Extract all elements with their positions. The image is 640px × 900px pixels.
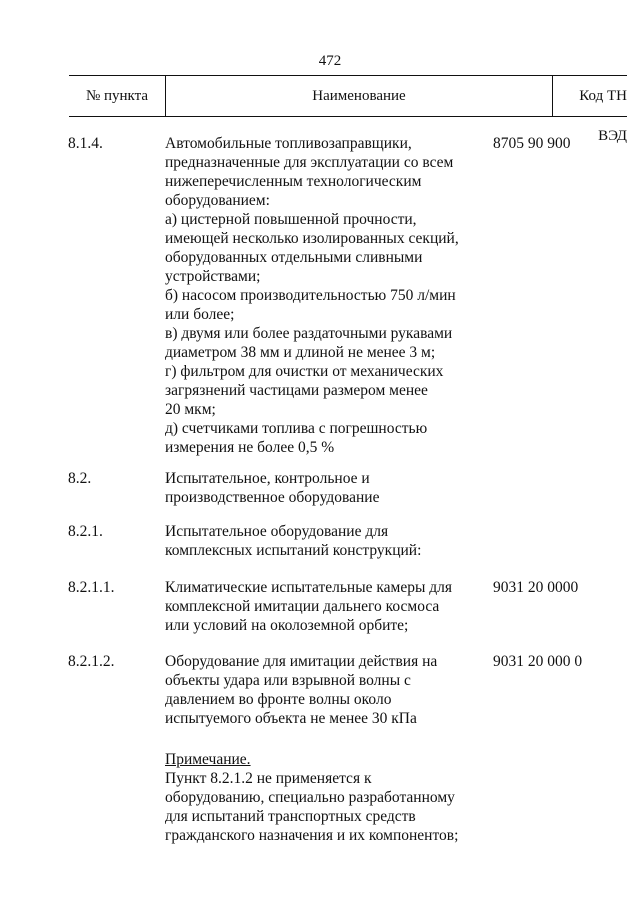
item-name-line: комплексных испытаний конструкций:: [165, 542, 422, 559]
page-number: 472: [318, 53, 342, 69]
header-name: Наименование: [166, 76, 553, 116]
item-name-line: производственное оборудование: [165, 489, 380, 506]
item-name-line: или условий на околоземной орбите;: [165, 617, 409, 634]
item-number: 8.2.1.1.: [68, 579, 115, 596]
item-name: [165, 578, 490, 635]
note-line: оборудованию, специально разработанному: [165, 789, 455, 806]
header-code: Код ТН ВЭД: [579, 88, 627, 144]
item-name-line: предназначенные для эксплуатации со всем: [165, 154, 454, 171]
item-name: [165, 134, 490, 457]
item-name-line: имеющей несколько изолированных секций,: [165, 230, 459, 247]
item-name-line: или более;: [165, 306, 235, 323]
item-name-line: объекты удара или взрывной волны с: [165, 672, 411, 689]
item-name-line: загрязнений частицами размером менее: [165, 382, 428, 399]
note-title: Примечание.: [165, 751, 251, 768]
item-name: [165, 522, 490, 560]
item-name-line: Автомобильные топливозаправщики,: [165, 135, 412, 152]
note-line: для испытаний транспортных средств: [165, 808, 416, 825]
item-name: [165, 652, 490, 845]
item-name-line: Климатические испытательные камеры для: [165, 579, 453, 596]
item-name-line: диаметром 38 мм и длиной не менее 3 м;: [165, 344, 436, 361]
item-name-line: а) цистерной повышенной прочности,: [165, 211, 417, 228]
item-name-line: Испытательное, контрольное и: [165, 470, 370, 487]
note-line: гражданского назначения и их компонентов;: [165, 827, 459, 844]
item-name-line: д) счетчиками топлива с погрешностью: [165, 420, 428, 437]
item-name-line: нижеперечисленным технологическим: [165, 173, 422, 190]
item-name-line: оборудованных отдельными сливными: [165, 249, 423, 266]
item-name-line: г) фильтром для очистки от механических: [165, 363, 444, 380]
item-name-line: Оборудование для имитации действия на: [165, 653, 438, 670]
item-name-line: в) двумя или более раздаточными рукавами: [165, 325, 453, 342]
item-name-line: б) насосом производительностью 750 л/мин: [165, 287, 456, 304]
item-name-line: 20 мкм;: [165, 401, 216, 418]
spacer: [165, 728, 490, 750]
item-name-line: измерения не более 0,5 %: [165, 439, 335, 456]
item-name-line: испытуемого объекта не менее 30 кПа: [165, 710, 417, 727]
note-line: Пункт 8.2.1.2 не применяется к: [165, 770, 372, 787]
item-name-line: Испытательное оборудование для: [165, 523, 389, 540]
header-item-number: № пункта: [69, 76, 166, 116]
item-name-line: устройствами;: [165, 268, 261, 285]
item-name: [165, 469, 490, 507]
item-number: 8.2.1.2.: [68, 653, 115, 670]
item-name-line: комплексной имитации дальнего космоса: [165, 598, 440, 615]
item-number: 8.2.1.: [68, 523, 103, 540]
item-number: 8.2.: [68, 470, 92, 487]
item-name-line: оборудованием:: [165, 192, 270, 209]
item-number: 8.1.4.: [68, 135, 103, 152]
item-code: 8705 90 900: [493, 135, 571, 152]
item-code: 9031 20 000 0: [493, 653, 583, 670]
item-name-line: давлением во фронте волны около: [165, 691, 392, 708]
item-code: 9031 20 0000: [493, 579, 579, 596]
